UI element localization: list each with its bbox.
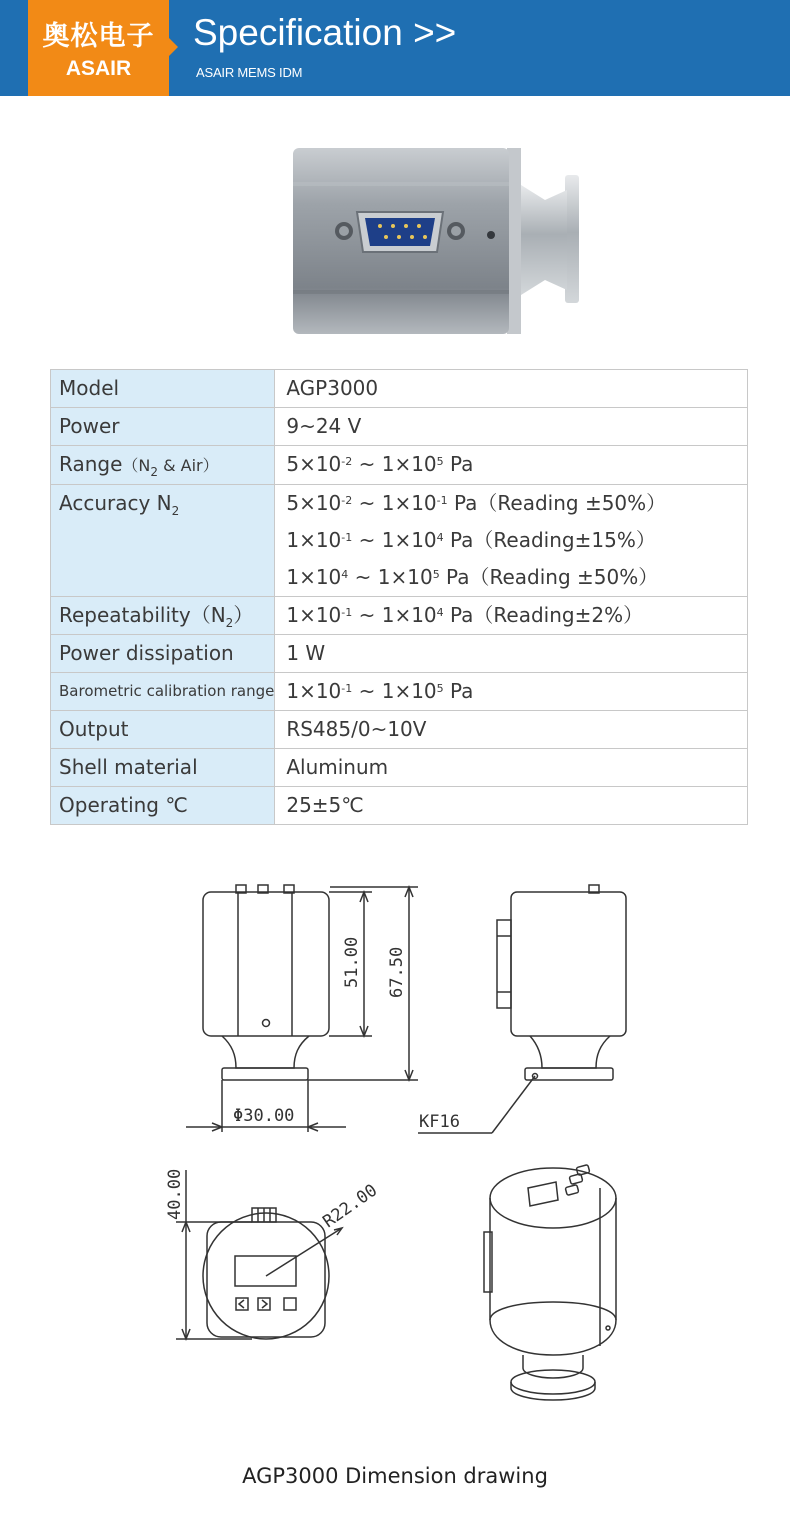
front-view-drawing [186, 885, 418, 1132]
table-row [51, 749, 748, 787]
accuracy-line-2 [286, 522, 747, 559]
flange-label: KF16 [419, 1112, 460, 1132]
dim-diameter-label: Φ30.00 [233, 1106, 295, 1126]
table-row [51, 597, 748, 635]
value-part: 1×10 [286, 565, 342, 589]
header-banner [0, 0, 790, 96]
range-qualifier-open: （N [122, 456, 151, 475]
table-row [51, 485, 748, 597]
table-row [51, 446, 748, 485]
exponent: 5 [436, 682, 444, 695]
product-photo [285, 140, 585, 340]
accuracy-line-3 [286, 559, 747, 596]
value-part: Pa（Reading±2%） [443, 603, 644, 627]
value-part: 5×10 [286, 491, 342, 515]
spec-value-shell: Aluminum [286, 755, 389, 779]
spec-value-dissipation: 1 W [286, 641, 326, 665]
table-row [51, 673, 748, 711]
dim-height-body-label: 51.00 [342, 936, 362, 988]
spec-value-power: 9~24 V [286, 414, 362, 438]
spec-value-accuracy [275, 485, 748, 597]
repeatability-label-close: ） [233, 603, 254, 627]
logo-chinese-text: 奥松电子 [42, 21, 155, 52]
dim-height-total-label: 67.50 [387, 946, 407, 998]
exponent: -1 [341, 531, 353, 544]
exponent: 4 [341, 568, 349, 581]
spec-label-output: Output [51, 711, 275, 749]
repeatability-label-subscript: 2 [225, 616, 234, 630]
logo-pointer [169, 38, 178, 56]
exponent: -1 [341, 682, 353, 695]
spec-label-operating: Operating ℃ [51, 787, 275, 825]
value-part: ~ 1×10 [348, 565, 433, 589]
value-part: ~ 1×10 [352, 491, 437, 515]
repeatability-label-text: Repeatability（N [59, 603, 226, 627]
value-part: Pa（Reading ±50%） [439, 565, 659, 589]
exponent: -1 [436, 494, 448, 507]
table-row [51, 408, 748, 446]
spec-value-operating: 25±5℃ [286, 793, 364, 817]
drawing-caption: AGP3000 Dimension drawing [242, 1464, 548, 1488]
accuracy-label-text: Accuracy N [59, 491, 172, 515]
exponent: 5 [436, 455, 444, 468]
dim-width-top-label: 40.00 [165, 1168, 185, 1220]
exponent: 5 [432, 568, 440, 581]
dim-radius-label: R22.00 [319, 1180, 382, 1233]
top-view-drawing [176, 1170, 342, 1339]
spec-label-model: Model [51, 370, 275, 408]
value-part: 1×10 [286, 528, 342, 552]
value-part: ~ 1×10 [352, 528, 437, 552]
value-part: Pa（Reading ±50%） [447, 491, 667, 515]
value-part: 1×10 [286, 603, 342, 627]
value-part: ~ 1×10 [352, 603, 437, 627]
value-part: Pa（Reading±15%） [443, 528, 656, 552]
value-part: Pa [443, 679, 474, 703]
range-label-text: Range [59, 452, 123, 476]
spec-label-shell: Shell material [51, 749, 275, 787]
spec-value-range [286, 446, 747, 483]
exponent: -2 [341, 455, 353, 468]
spec-label-dissipation: Power dissipation [51, 635, 275, 673]
table-row [51, 711, 748, 749]
value-part: 1×10 [286, 679, 342, 703]
spec-table [50, 369, 748, 825]
table-row [51, 370, 748, 408]
exponent: -1 [341, 606, 353, 619]
spec-value-repeatability [286, 597, 747, 634]
exponent: 4 [436, 531, 444, 544]
spec-label-accuracy [51, 485, 275, 597]
table-row [51, 635, 748, 673]
spec-value-output: RS485/0~10V [286, 717, 427, 741]
value-part: Pa [443, 452, 474, 476]
exponent: -2 [341, 494, 353, 507]
brand-logo [28, 0, 169, 96]
exponent: 4 [436, 606, 444, 619]
value-part: ~ 1×10 [352, 452, 437, 476]
side-view-drawing [418, 885, 626, 1133]
logo-english-text: ASAIR [65, 57, 132, 80]
page-subtitle: ASAIR MEMS IDM [196, 65, 303, 80]
spec-value-barometric [286, 673, 747, 710]
spec-value-model: AGP3000 [286, 376, 379, 400]
page-title: Specification >> [193, 12, 457, 53]
range-qualifier-close: & Air） [158, 456, 219, 475]
table-row [51, 787, 748, 825]
spec-label-repeatability [51, 597, 275, 635]
spec-label-barometric: Barometric calibration range [51, 673, 275, 711]
range-qualifier-subscript: 2 [150, 465, 159, 479]
spec-label-power: Power [51, 408, 275, 446]
isometric-view-drawing [484, 1165, 616, 1400]
spec-label-range [51, 446, 275, 485]
accuracy-line-1 [286, 485, 747, 522]
value-part: ~ 1×10 [352, 679, 437, 703]
dimension-drawings [0, 870, 790, 1430]
value-part: 5×10 [286, 452, 342, 476]
accuracy-label-subscript: 2 [171, 504, 180, 518]
